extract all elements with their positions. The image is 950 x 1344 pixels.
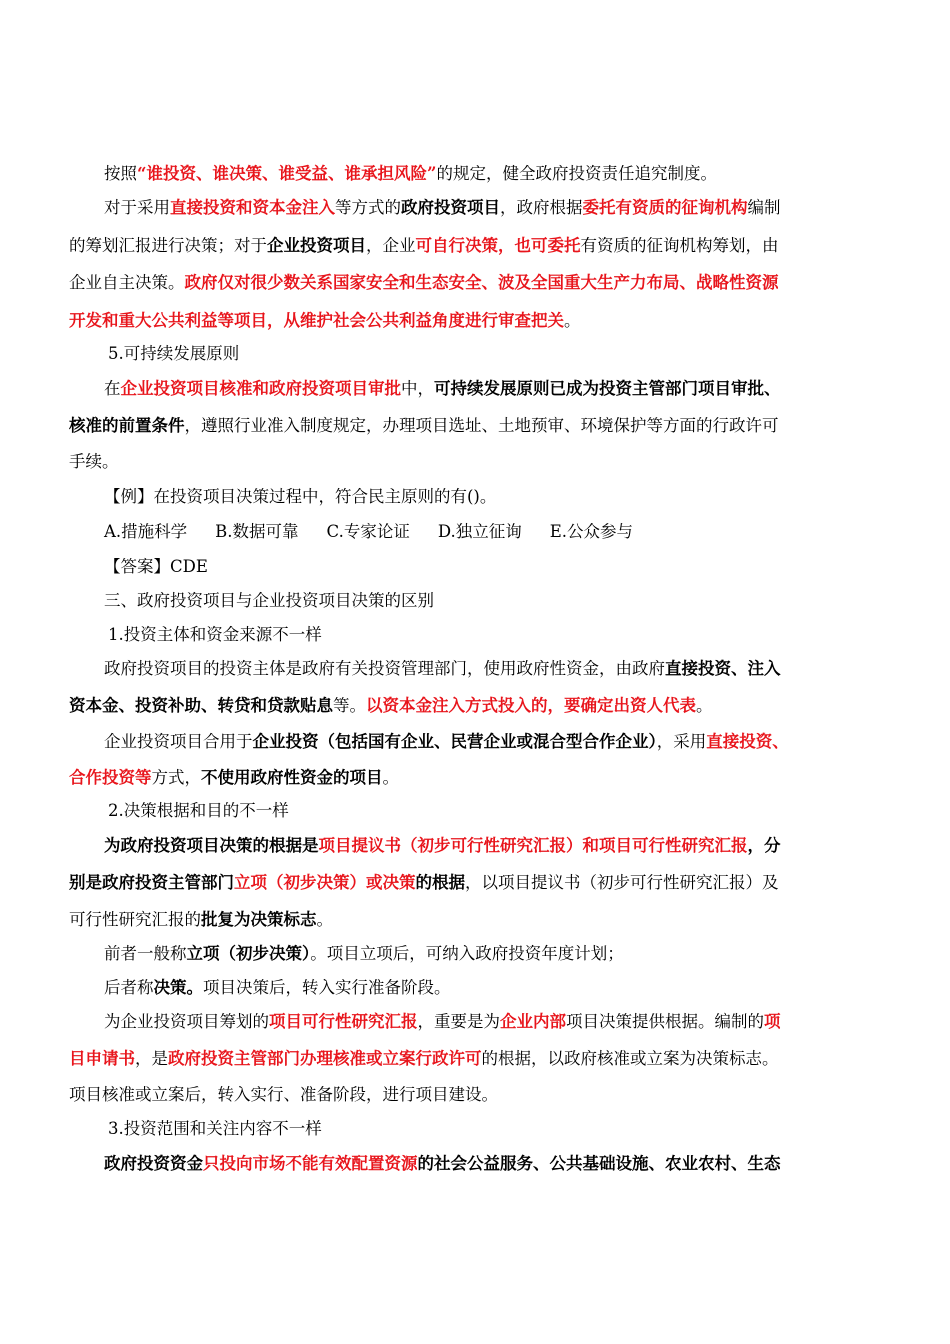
text-line: 目申请书，是政府投资主管部门办理核准或立案行政许可的根据，以政府核准或立案为决策标志。 — [69, 1049, 779, 1068]
example-question: 【例】在投资项目决策过程中，符合民主原则的有()。 — [104, 487, 497, 506]
text-line: 资本金、投资补助、转贷和贷款贴息等。以资本金注入方式投入的，要确定出资人代表。 — [69, 696, 713, 715]
text-line: 可行性研究汇报的批复为决策标志。 — [69, 910, 333, 929]
section-heading: 三、政府投资项目与企业投资项目决策的区别 — [104, 591, 434, 610]
text-line: 在企业投资项目核准和政府投资项目审批中，可持续发展原则已成为投资主管部门项目审批、 — [104, 379, 781, 398]
option-c: C.专家论证 — [326, 522, 410, 541]
option-b: B.数据可靠 — [215, 522, 299, 541]
section-heading: 5.可持续发展原则 — [108, 344, 240, 363]
text-line: 对于采用直接投资和资本金注入等方式的政府投资项目，政府根据委托有资质的征询机构编制 — [104, 198, 781, 217]
subsection-heading: 1.投资主体和资金来源不一样 — [108, 625, 322, 644]
answer-line: 【答案】CDE — [104, 557, 208, 576]
text-line: 为企业投资项目筹划的项目可行性研究汇报，重要是为企业内部项目决策提供根据。编制的项 — [104, 1012, 781, 1031]
text-line: 别是政府投资主管部门立项（初步决策）或决策的根据，以项目提议书（初步可行性研究汇报）及 — [69, 873, 779, 892]
answer-options — [104, 522, 661, 544]
subsection-heading: 3.投资范围和关注内容不一样 — [108, 1119, 322, 1138]
subsection-heading: 2.决策根据和目的不一样 — [108, 801, 289, 820]
text-line: 后者称决策。项目决策后，转入实行准备阶段。 — [104, 978, 451, 997]
text-line: 政府投资资金只投向市场不能有效配置资源的社会公益服务、公共基础设施、农业农村、生态 — [104, 1154, 781, 1173]
text-line: 政府投资项目的投资主体是政府有关投资管理部门，使用政府性资金，由政府直接投资、注入 — [104, 659, 781, 678]
text-line: 企业自主决策。政府仅对很少数关系国家安全和生态安全、波及全国重大生产力布局、战略性资源 — [69, 273, 779, 292]
option-a: A.措施科学 — [104, 522, 188, 541]
text-line: 的筹划汇报进行决策；对于企业投资项目，企业可自行决策，也可委托有资质的征询机构筹划，由 — [69, 236, 779, 255]
option-e: E.公众参与 — [549, 522, 634, 541]
text-line: 手续。 — [69, 452, 119, 471]
option-d: D.独立征询 — [437, 522, 522, 541]
text-line: 前者一般称立项（初步决策）。项目立项后，可纳入政府投资年度计划； — [104, 944, 624, 963]
text-line: 为政府投资项目决策的根据是项目提议书（初步可行性研究汇报）和项目可行性研究汇报，分 — [104, 836, 781, 855]
text-line: 项目核准或立案后，转入实行、准备阶段，进行项目建设。 — [69, 1085, 498, 1104]
text-line: 企业投资项目合用于企业投资（包括国有企业、民营企业或混合型合作企业），采用直接投资、 — [104, 732, 789, 751]
text-line: 合作投资等方式，不使用政府性资金的项目。 — [69, 768, 399, 787]
text-line: 开发和重大公共利益等项目，从维护社会公共利益角度进行审查把关。 — [69, 311, 581, 330]
text-line: 按照“谁投资、谁决策、谁受益、谁承担风险”的规定，健全政府投资责任追究制度。 — [104, 164, 717, 183]
text-line: 核准的前置条件，遵照行业准入制度规定，办理项目选址、土地预审、环境保护等方面的行政许可 — [69, 416, 779, 435]
